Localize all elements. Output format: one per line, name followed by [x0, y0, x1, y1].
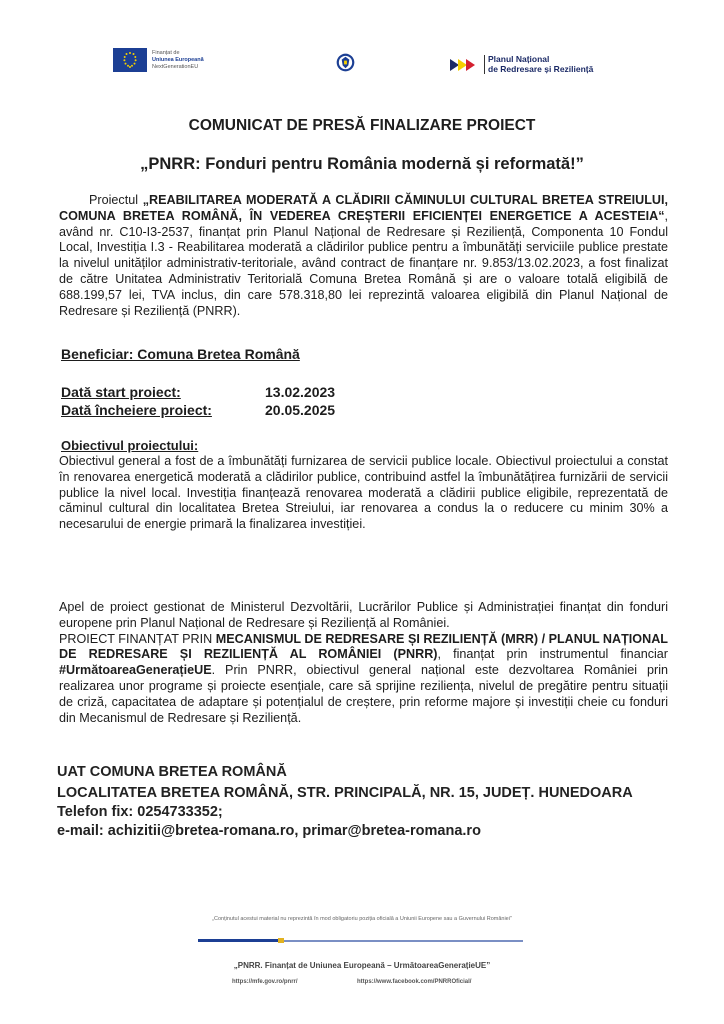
eu-flag-icon [113, 48, 147, 72]
eu-logo-line2: Uniunea Europeană [152, 56, 204, 63]
eu-funding-logo [113, 48, 204, 72]
objective-paragraph: Obiectivul general a fost de a îmbunătăți furnizarea de servicii publice locale. Obiectivul proiectului a constat în renovarea energetică moderată a clădirilor publice, contribuind astfel la îmbunătățirea furnizării de servicii publice la nivel local. Investiția finanțează renovarea moderată a clădirii publice eligibile, reprezentată de căminul cultural din localitatea Bretea Streiului, iar renovarea a condus la o reducere cu minim 30% a necesarului de energie primară la finalizarea investiției. [59, 454, 668, 532]
beneficiary-label: Beneficiar: Comuna Bretea Română [61, 346, 300, 362]
page-subtitle: „PNRR: Fonduri pentru România modernă și reformată!” [140, 155, 584, 173]
start-date-label: Dată start proiect: [61, 384, 181, 400]
pnrr-arrows-icon [450, 58, 482, 72]
funding-text-2: PROIECT FINANȚAT PRIN [59, 631, 216, 646]
start-date-value: 13.02.2023 [265, 384, 336, 400]
objective-heading: Obiectivul proiectului: [61, 438, 199, 453]
funding-text-3: , finanțat prin instrumentul financiar [437, 647, 668, 662]
intro-rest: , având nr. C10-I3-2537, finanțat prin Planul Național de Redresare și Reziliență, Componenta 10 Fondul Local, Investiția I.3 - Reabilitarea moderată a clădirilor publice pentru a îmbunătăți serviciile publice prestate la nivelul unităților administrativ-teritoriale, având contract de finanțare nr. 9.853/13.02.2023, a fost finalizat de către Unitatea Administrativ Teritorială Comuna Bretea Română și are o valoare totală eligibilă de 688.199,57 lei, TVA inclus, din care 578.318,80 lei reprezintă valoarea eligibilă din Planul Național de Redresare și Reziliență (PNRR). [59, 208, 668, 318]
pnrr-logo [450, 55, 593, 74]
intro-paragraph [59, 193, 668, 319]
contact-address: LOCALITATEA BRETEA ROMÂNĂ, STR. PRINCIPALĂ, NR. 15, JUDEȚ. HUNEDOARA [57, 785, 633, 801]
eu-logo-line1: Finanțat de [152, 49, 180, 56]
footer-disclaimer: „Conținutul acestui material nu reprezintă în mod obligatoriu poziția oficială a Uniunii Europene sau a Guvernului României” [212, 916, 512, 922]
footer-divider-dot [278, 938, 284, 943]
pnrr-logo-text [484, 55, 593, 74]
contact-institution: UAT COMUNA BRETEA ROMÂNĂ [57, 764, 287, 780]
funding-text-1: Apel de proiect gestionat de Ministerul Dezvoltării, Lucrărilor Publice și Administrației finanțat din fonduri europene prin Planul Național de Redresare și Reziliență al României. [59, 600, 668, 630]
footer-link-mfe[interactable]: https://mfe.gov.ro/pnrr/ [232, 979, 298, 985]
footer-divider-accent [198, 939, 278, 942]
funding-text-4: . Prin PNRR, obiectivul general național este dezvoltarea României prin realizarea unor programe și proiecte esențiale, care să sprijine reziliența, nivelul de pregătire pentru situații de criză, capacitatea de adaptare și potențialul de creștere, prin reforme majore și investiții cheie cu fonduri din Mecanismul de Redresare și Reziliență. [59, 663, 668, 725]
funding-mechanism: MECANISMUL DE REDRESARE ȘI REZILIENȚĂ (MRR) / PLANUL NAȚIONAL DE REDRESARE ȘI REZILIENȚĂ AL ROMÂNIEI (PNRR) [59, 631, 668, 662]
intro-lead: Proiectul [89, 193, 143, 207]
pnrr-logo-line1: Planul Național [488, 54, 550, 64]
footer-slogan: „PNRR. Finanțat de Uniunea Europeană – UrmătoareaGenerațieUE” [233, 961, 491, 970]
government-crest-icon [336, 53, 355, 72]
end-date-value: 20.05.2025 [265, 402, 336, 418]
contact-email: e-mail: achizitii@bretea-romana.ro, primar@bretea-romana.ro [57, 823, 481, 839]
contact-phone: Telefon fix: 0254733352; [57, 804, 223, 820]
page-title: COMUNICAT DE PRESĂ FINALIZARE PROIECT [188, 117, 536, 134]
pnrr-logo-line2: de Redresare și Reziliență [488, 63, 594, 74]
eu-logo-line3: NextGenerationEU [152, 63, 199, 70]
eu-logo-text [152, 50, 204, 71]
funding-paragraph [59, 600, 668, 726]
end-date-label: Dată încheiere proiect: [61, 402, 212, 418]
footer-link-facebook[interactable]: https://www.facebook.com/PNRROficial/ [357, 979, 472, 985]
funding-hashtag: #UrmătoareaGenerațieUE [59, 663, 212, 678]
project-name: „REABILITAREA MODERATĂ A CLĂDIRII CĂMINULUI CULTURAL BRETEA STREIULUI, COMUNA BRETEA ROMÂNĂ, ÎN VEDEREA CREȘTERII EFICIENȚEI ENERGETICE A ACESTEIA“ [59, 193, 668, 223]
